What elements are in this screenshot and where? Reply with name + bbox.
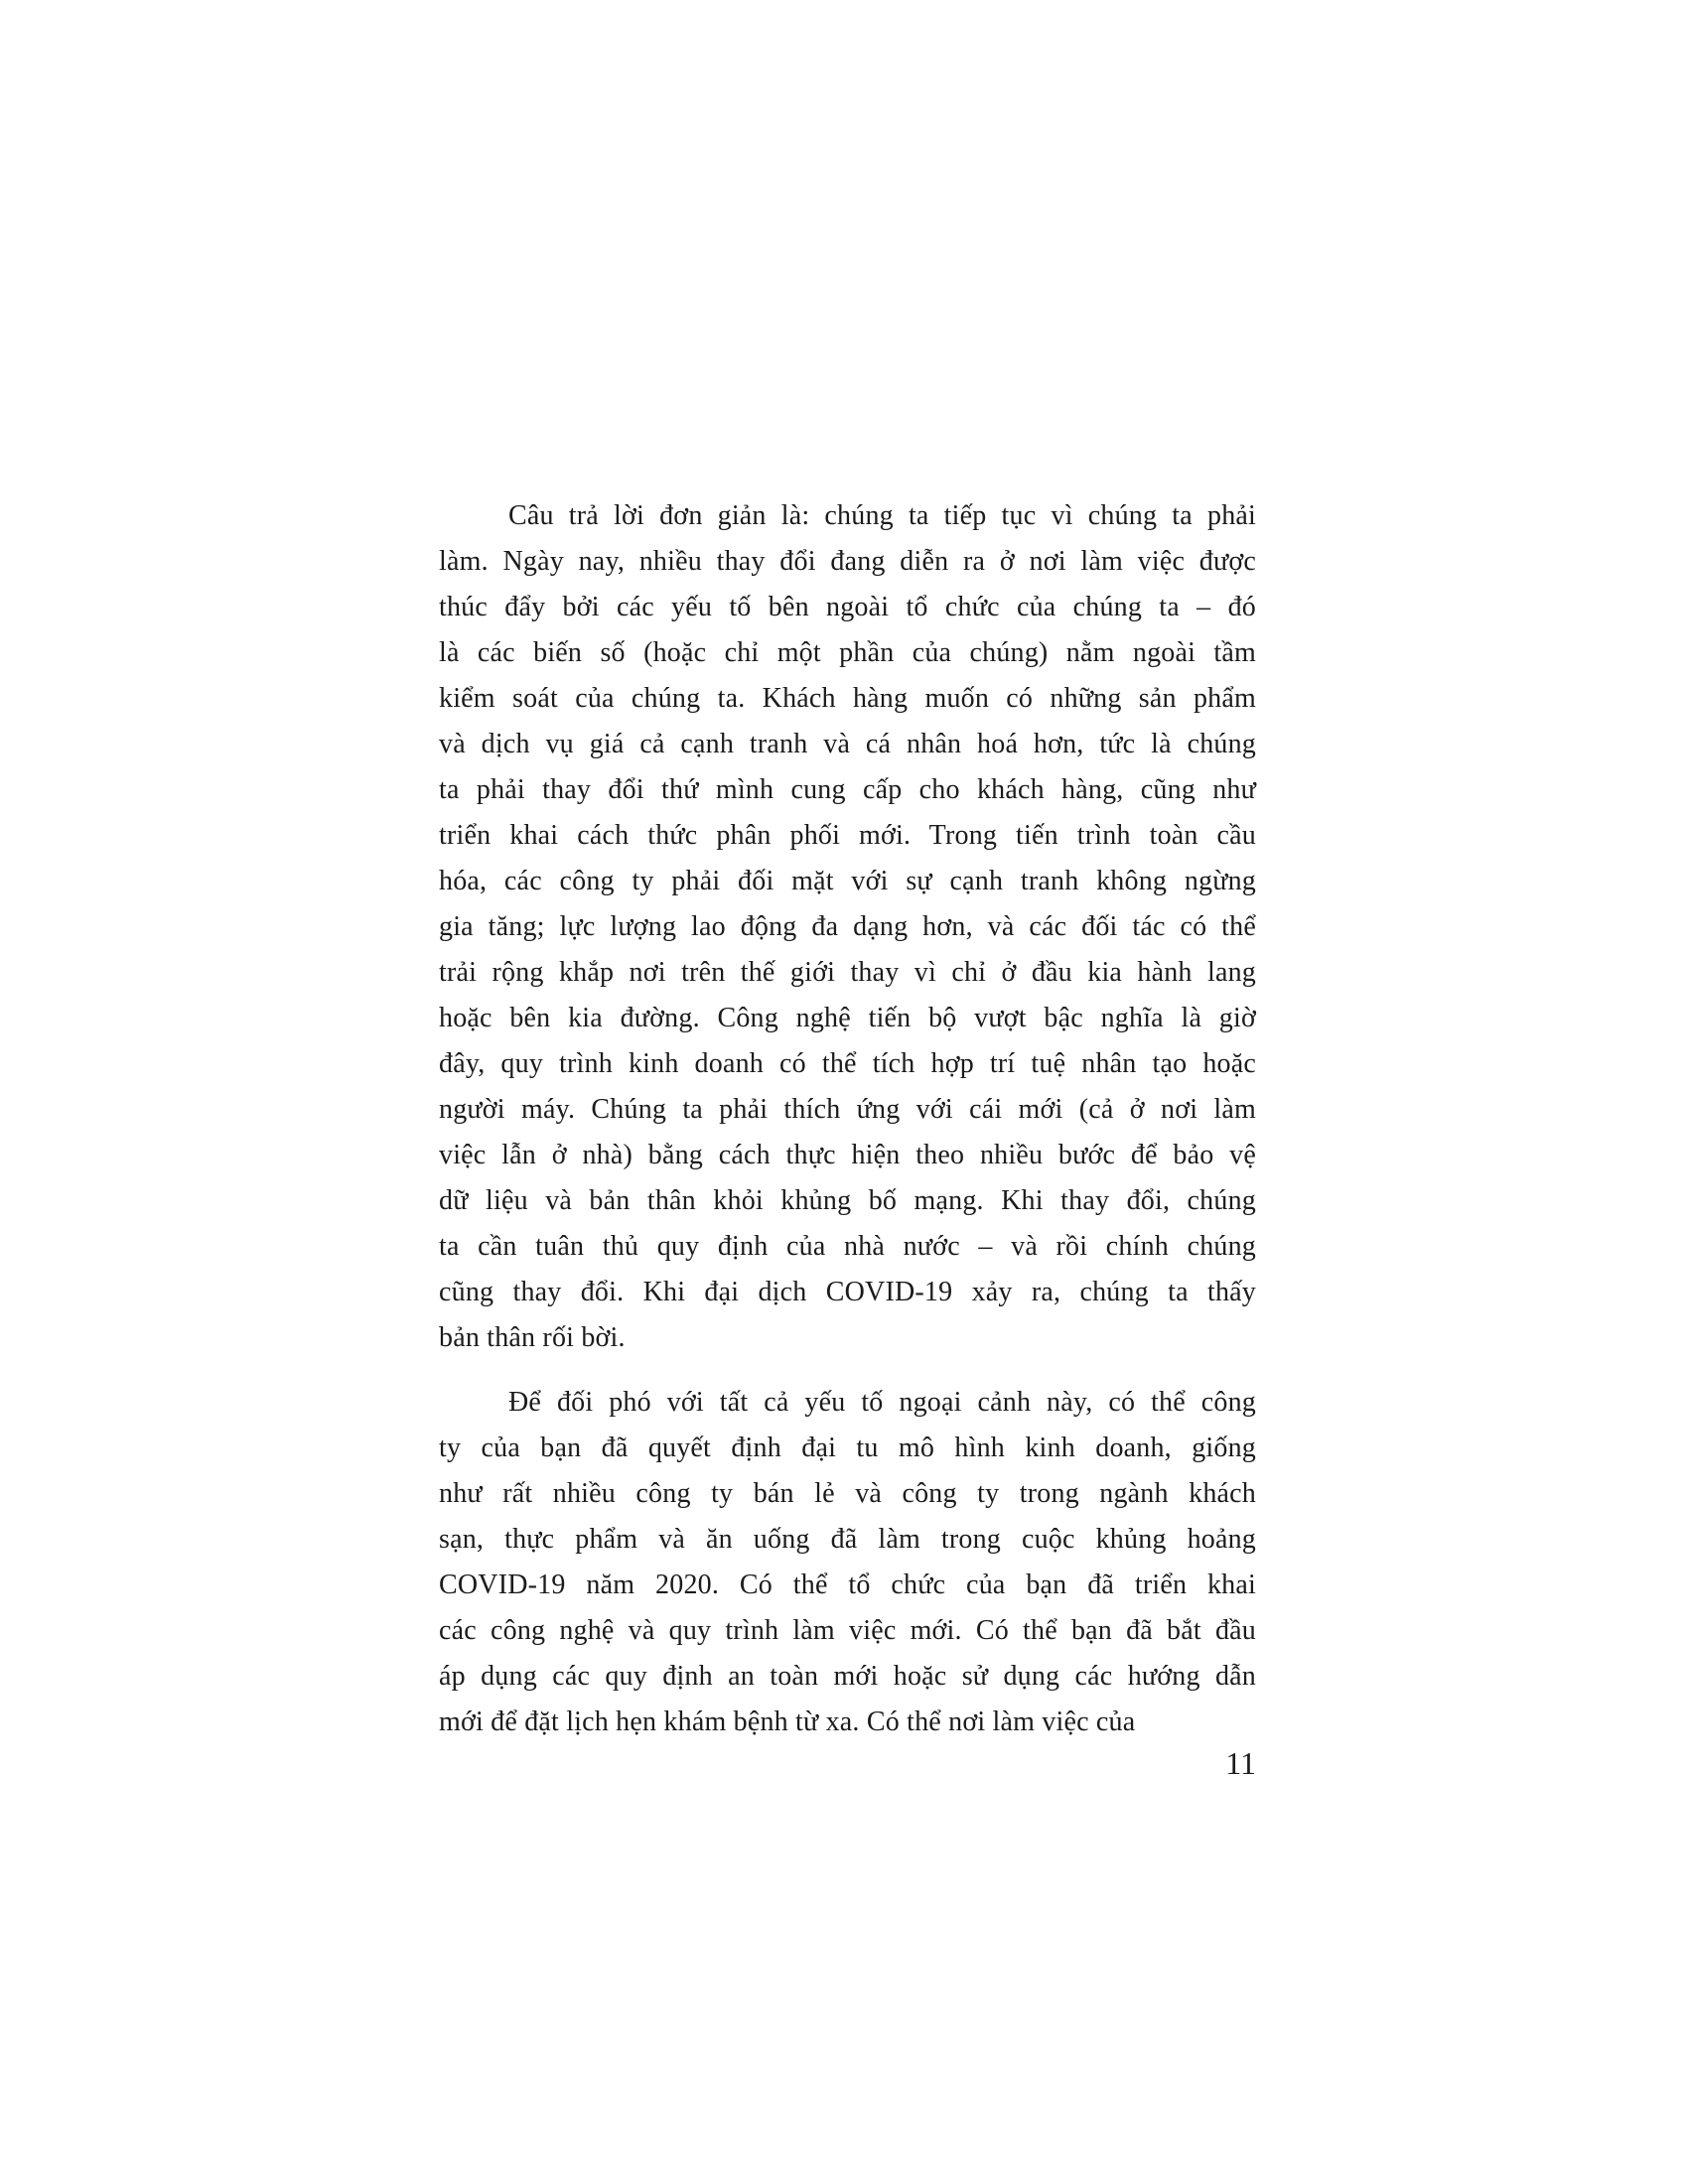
text-line: dữ liệu và bản thân khỏi khủng bố mạng. Khi thay đổi, chúng xyxy=(439,1185,1256,1216)
text-line: ta phải thay đổi thứ mình cung cấp cho khách hàng, cũng như xyxy=(439,774,1256,805)
text-line: trải rộng khắp nơi trên thế giới thay vì chỉ ở đầu kia hành lang xyxy=(439,957,1256,988)
text-line: làm. Ngày nay, nhiều thay đổi đang diễn ra ở nơi làm việc được xyxy=(439,546,1256,577)
paragraph-2 xyxy=(439,1380,1256,1745)
page-number: 11 xyxy=(1225,1745,1256,1781)
text-line: và dịch vụ giá cả cạnh tranh và cá nhân hoá hơn, tức là chúng xyxy=(439,729,1256,759)
text-line: ty của bạn đã quyết định đại tu mô hình kinh doanh, giống xyxy=(439,1433,1256,1463)
body-text xyxy=(439,493,1256,1745)
text-line: sạn, thực phẩm và ăn uống đã làm trong cuộc khủng hoảng xyxy=(439,1524,1256,1555)
text-line: gia tăng; lực lượng lao động đa dạng hơn, và các đối tác có thể xyxy=(439,911,1256,942)
text-line: áp dụng các quy định an toàn mới hoặc sử dụng các hướng dẫn xyxy=(439,1661,1256,1692)
text-line: các công nghệ và quy trình làm việc mới. Có thể bạn đã bắt đầu xyxy=(439,1615,1256,1646)
text-line: đây, quy trình kinh doanh có thể tích hợp trí tuệ nhân tạo hoặc xyxy=(439,1048,1256,1079)
text-line: như rất nhiều công ty bán lẻ và công ty trong ngành khách xyxy=(439,1478,1256,1509)
text-line: hóa, các công ty phải đối mặt với sự cạnh tranh không ngừng xyxy=(439,866,1256,896)
text-line: người máy. Chúng ta phải thích ứng với cái mới (cả ở nơi làm xyxy=(439,1094,1256,1125)
text-line: thúc đẩy bởi các yếu tố bên ngoài tổ chức của chúng ta – đó xyxy=(439,592,1256,622)
text-line: bản thân rối bời. xyxy=(439,1322,626,1353)
text-line: mới để đặt lịch hẹn khám bệnh từ xa. Có thể nơi làm việc của xyxy=(439,1706,1136,1737)
text-line: COVID-19 năm 2020. Có thể tổ chức của bạn đã triển khai xyxy=(439,1570,1256,1600)
text-line: Để đối phó với tất cả yếu tố ngoại cảnh này, có thể công xyxy=(508,1387,1256,1418)
text-line: Câu trả lời đơn giản là: chúng ta tiếp tục vì chúng ta phải xyxy=(508,500,1256,531)
paragraph-1 xyxy=(439,493,1256,1361)
text-line: hoặc bên kia đường. Công nghệ tiến bộ vượt bậc nghĩa là giờ xyxy=(439,1003,1256,1033)
text-line: việc lẫn ở nhà) bằng cách thực hiện theo nhiều bước để bảo vệ xyxy=(439,1140,1256,1170)
text-line: triển khai cách thức phân phối mới. Trong tiến trình toàn cầu xyxy=(439,820,1256,851)
text-line: cũng thay đổi. Khi đại dịch COVID-19 xảy ra, chúng ta thấy xyxy=(439,1277,1256,1307)
text-line: ta cần tuân thủ quy định của nhà nước – và rồi chính chúng xyxy=(439,1231,1256,1262)
text-line: kiểm soát của chúng ta. Khách hàng muốn có những sản phẩm xyxy=(439,683,1256,714)
text-line: là các biến số (hoặc chỉ một phần của chúng) nằm ngoài tầm xyxy=(439,637,1256,668)
